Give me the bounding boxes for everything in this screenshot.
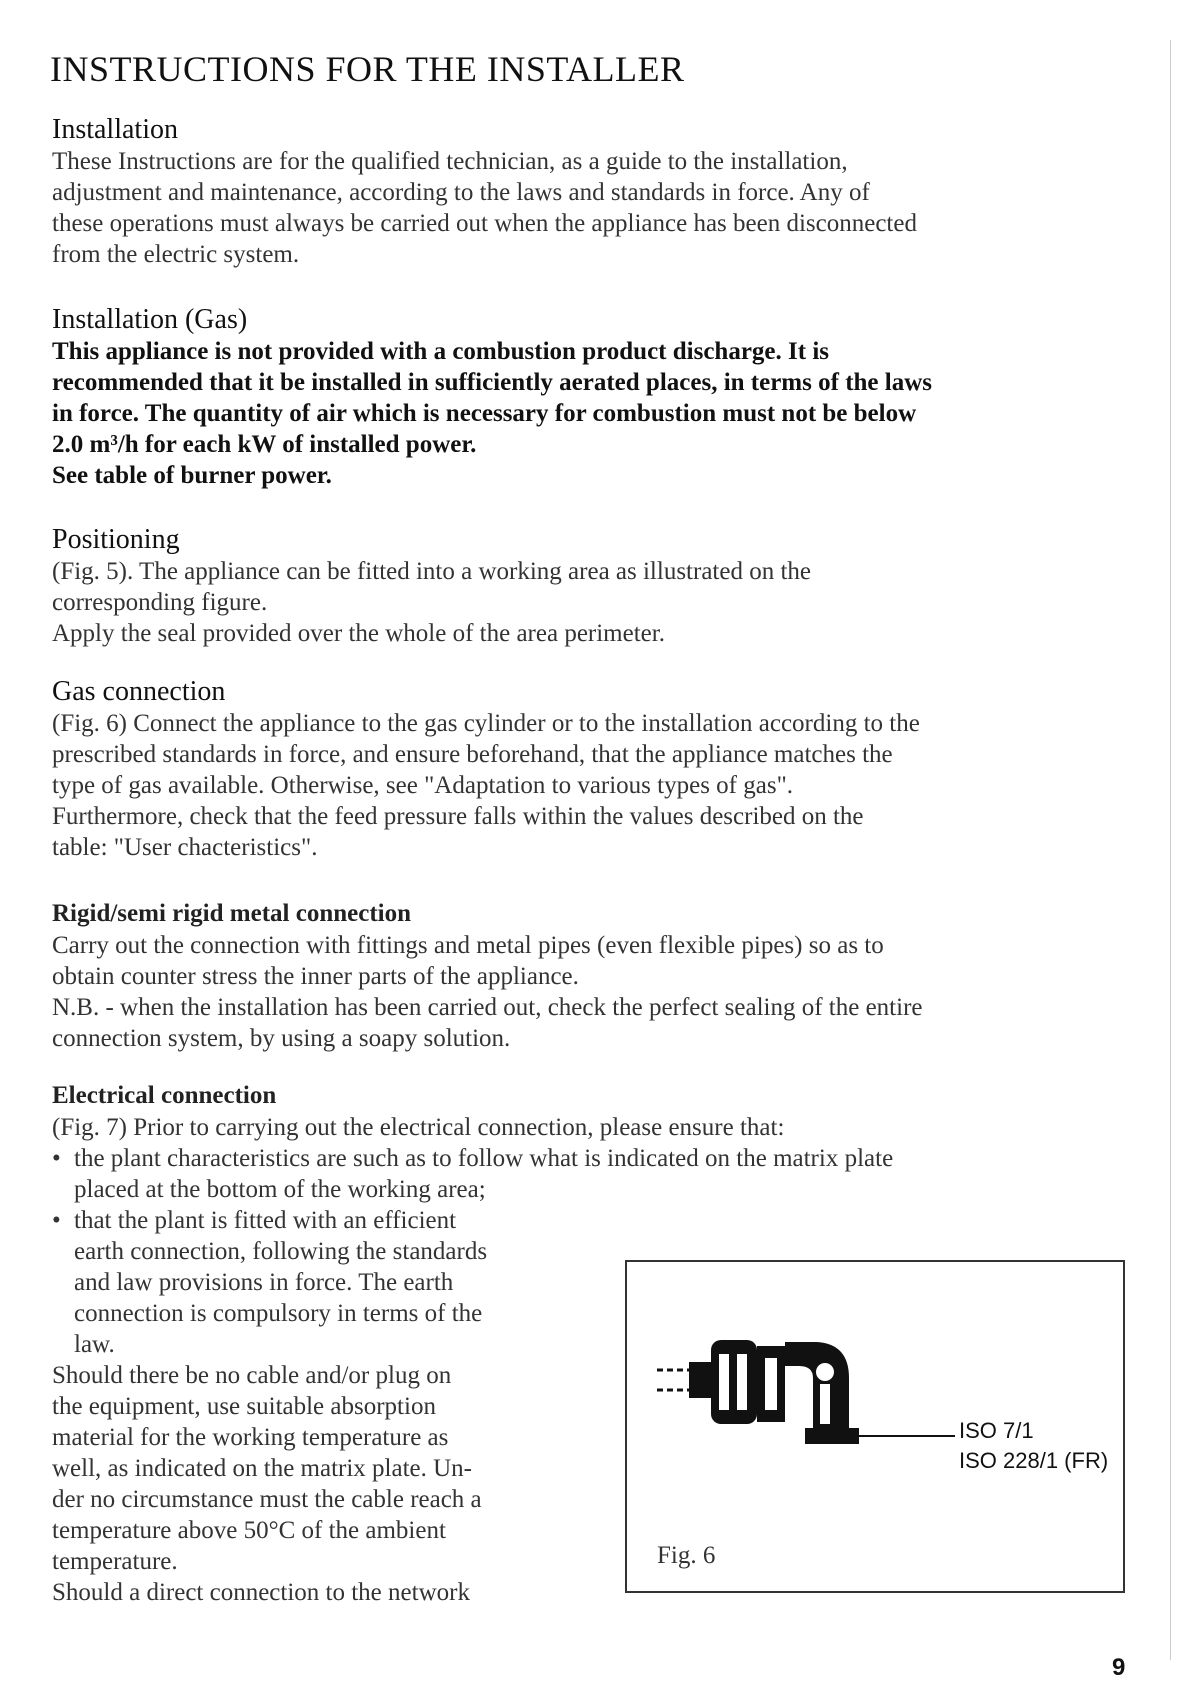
section-body [52,336,1132,491]
text-line: and law provisions in force. The earth [74,1269,454,1296]
text-line: Should a direct connection to the network [52,1579,470,1606]
text-line: Carry out the connection with fittings and metal pipes (even flexible pipes) so as to [52,932,884,959]
text-line: the equipment, use suitable absorption [52,1393,436,1420]
text-line: These Instructions are for the qualified technician, as a guide to the installation, [52,148,848,175]
section-title: Installation [52,114,178,145]
figure-caption: Fig. 6 [657,1542,716,1569]
iso-7-1-label: ISO 7/1 [959,1418,1034,1443]
section-title: Positioning [52,524,180,555]
section-body [52,556,1132,649]
section-gas-connection [52,676,1132,863]
section-body [52,930,1132,1054]
text-line: Furthermore, check that the feed pressure falls within the values described on the [52,803,864,830]
text-line: corresponding figure. [52,589,268,616]
text-line: connection system, by using a soapy solution. [52,1025,511,1052]
text-line: (Fig. 5). The appliance can be fitted into a working area as illustrated on the [52,558,812,585]
text-line: placed at the bottom of the working area; [74,1176,486,1203]
figure-6-box [625,1260,1125,1593]
text-line: obtain counter stress the inner parts of the appliance. [52,963,579,990]
bullet-item: • the plant characteristics are such as to follow what is indicated on the matrix plate [52,1143,1132,1174]
text-line: well, as indicated on the matrix plate. Un- [52,1455,473,1482]
text-line: (Fig. 6) Connect the appliance to the gas cylinder or to the installation according to the [52,710,920,737]
text-line: Should there be no cable and/or plug on [52,1362,452,1389]
section-title: Rigid/semi rigid metal connection [52,900,411,927]
section-body [52,708,1132,863]
section-positioning [52,524,1132,649]
text-line: 2.0 m³/h for each kW of installed power. [52,431,477,458]
text-line: (Fig. 7) Prior to carrying out the electrical connection, please ensure that: [52,1114,785,1141]
text-line: law. [74,1331,115,1358]
section-rigid-connection [52,898,1132,1054]
text-line: from the electric system. [52,241,300,268]
page-title: INSTRUCTIONS FOR THE INSTALLER [50,49,685,89]
section-installation [52,114,1132,270]
bullet-item: • that the plant is fitted with an efficient [52,1205,1132,1236]
text-line: adjustment and maintenance, according to the laws and standards in force. Any of [52,179,870,206]
text-line: these operations must always be carried out when the appliance has been disconnected [52,210,917,237]
page-number: 9 [1112,1654,1126,1681]
text-line: prescribed standards in force, and ensure beforehand, that the appliance matches the [52,741,893,768]
text-line: material for the working temperature as [52,1424,449,1451]
section-title: Gas connection [52,676,226,707]
page-edge-line [1170,40,1171,1660]
text-line: This appliance is not provided with a combustion product discharge. It is [52,338,829,365]
text-line: Apply the seal provided over the whole of the area perimeter. [52,620,665,647]
text-line: der no circumstance must the cable reach a [52,1486,482,1513]
section-title: Installation (Gas) [52,304,248,335]
text-line: temperature above 50°C of the ambient [52,1517,446,1544]
section-title: Electrical connection [52,1082,277,1109]
text-line: earth connection, following the standards [74,1238,488,1265]
text-line: See table of burner power. [52,462,332,489]
text-line: connection is compulsory in terms of the [74,1300,483,1327]
text-line: recommended that it be installed in sufficiently aerated places, in terms of the laws [52,369,932,396]
text-line: N.B. - when the installation has been carried out, check the perfect sealing of the entire [52,994,923,1021]
section-installation-gas [52,304,1132,491]
text-line: in force. The quantity of air which is necessary for combustion must not be below [52,400,917,427]
text-line: table: "User chacteristics". [52,834,318,861]
iso-228-1-label: ISO 228/1 (FR) [959,1448,1109,1473]
section-body [52,146,1132,270]
text-line: temperature. [52,1548,178,1575]
text-line: type of gas available. Otherwise, see "Adaptation to various types of gas". [52,772,794,799]
